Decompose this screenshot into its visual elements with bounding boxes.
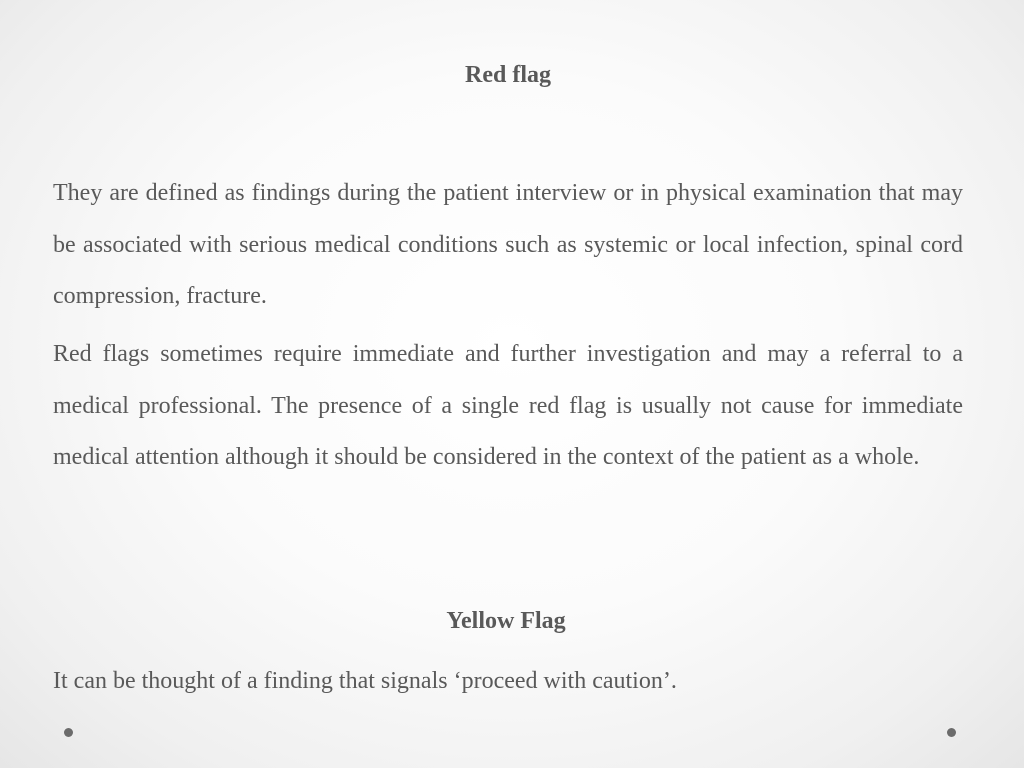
red-flag-definition-paragraph: They are defined as findings during the patient interview or in physical examination that may be associated with serious medical conditions such as systemic or local infection, spinal cord compression, fracture. — [53, 180, 963, 309]
bottom-right-dot-decoration — [947, 728, 956, 737]
red-flag-investigation-paragraph: Red flags sometimes require immediate and further investigation and may a referral to a medical professional. The presence of a single red flag is usually not cause for immediate medical attention although it should be considered in the context of the patient as a whole. — [53, 341, 963, 470]
yellow-flag-heading: Yellow Flag — [446, 608, 566, 634]
yellow-flag-definition-paragraph: It can be thought of a finding that signals ‘proceed with caution’. — [53, 668, 677, 694]
red-flag-heading: Red flag — [465, 62, 551, 88]
bottom-left-dot-decoration — [64, 728, 73, 737]
